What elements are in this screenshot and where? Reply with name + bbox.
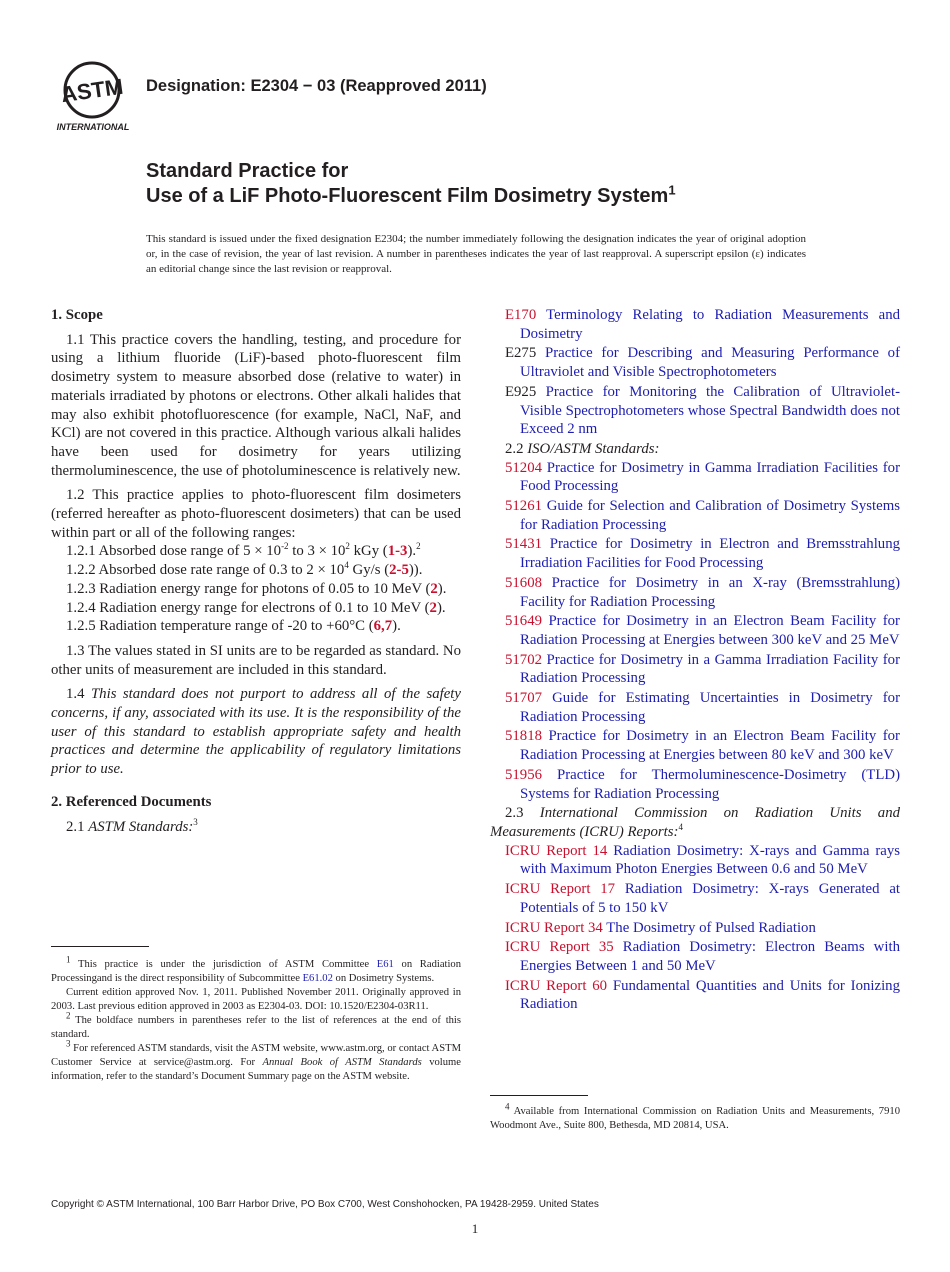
reference-entry — [490, 383, 900, 439]
reference-code[interactable]: E170 — [505, 307, 537, 323]
reference-code[interactable]: 51431 — [505, 536, 542, 553]
text: 1.2.3 Radiation energy range for photons of 0.05 to 10 MeV ( — [66, 580, 431, 597]
reference-code[interactable]: ICRU Report 35 — [505, 939, 614, 956]
iso-astm-reference-list — [490, 459, 900, 804]
footnote-mark: 3 — [193, 816, 198, 827]
para-number: 2.1 — [66, 818, 89, 835]
text: to 3 × 10 — [288, 543, 346, 560]
text: ISO/ASTM Standards: — [527, 440, 660, 457]
text: 1.2.5 Radiation temperature range of -20 to +60°C ( — [66, 618, 374, 635]
reference-entry — [490, 612, 900, 649]
reference-title-link[interactable]: Practice for Dosimetry in Electron and Bremsstrahlung Irradiation Facilities for Food Processing — [520, 536, 901, 572]
para-2-3 — [490, 804, 900, 841]
text: kGy ( — [349, 543, 388, 560]
reference-link[interactable]: 2 — [429, 599, 437, 616]
para-1-2-1 — [51, 542, 461, 561]
footnote-1 — [51, 954, 462, 986]
reference-code[interactable]: 51261 — [505, 498, 542, 515]
reference-entry — [490, 344, 900, 381]
title-line-1: Standard Practice for — [146, 160, 349, 182]
text: volume information, refer to the standard’s Document Summary page on the ASTM website. — [51, 1057, 461, 1082]
astm-logo — [52, 58, 136, 134]
reference-entry — [490, 497, 900, 534]
reference-code[interactable]: 51608 — [505, 574, 542, 591]
text: International Commission on Radiation Units and Measurements (ICRU) Reports: — [490, 805, 900, 840]
reference-entry — [490, 689, 900, 726]
text: This practice is under the jurisdiction of ASTM Committee — [70, 959, 377, 970]
title-line-2 — [146, 182, 676, 208]
reference-code[interactable]: 51818 — [505, 728, 542, 745]
text: 1.2.2 Absorbed dose rate range of 0.3 to 2 × 10 — [66, 562, 345, 579]
reference-title-link[interactable]: Practice for Dosimetry in an Electron Beam Facility for Radiation Processing at Energies between 300 keV and 25 MeV — [520, 613, 900, 648]
footnote-rule — [490, 1095, 588, 1096]
reference-title-link[interactable]: Radiation Dosimetry: X-rays and Gamma rays with Maximum Photon Energies Between 0.6 and 50 MeV — [520, 842, 901, 878]
para-2-1 — [51, 818, 461, 837]
reference-entry — [490, 651, 900, 688]
reference-entry — [490, 727, 900, 764]
reference-entry — [490, 535, 900, 572]
icru-reference-list — [490, 842, 900, 1014]
reference-title-link[interactable]: Practice for Describing and Measuring Performance of Ultraviolet and Visible Spectrophotometers — [520, 345, 901, 381]
designation: Designation: E2304 − 03 (Reapproved 2011) — [146, 77, 487, 95]
committee-link[interactable]: E61 — [376, 959, 394, 970]
reference-entry — [490, 306, 900, 343]
text: on Dosimetry Systems. — [332, 973, 435, 984]
text: For referenced ASTM standards, visit the ASTM website, www.astm.org, or contact ASTM Customer Service at service@astm.org. For — [51, 1043, 461, 1068]
text: 1.2.4 Radiation energy range for electrons of 0.1 to 10 MeV ( — [66, 599, 430, 616]
reference-title-link[interactable]: The Dosimetry of Pulsed Radiation — [606, 919, 816, 936]
reference-title-link[interactable]: Practice for Thermoluminescence-Dosimetry (TLD) Systems for Radiation Processing — [520, 766, 900, 802]
text: ). — [407, 543, 417, 560]
section-heading-scope: 1. Scope — [51, 307, 103, 323]
text: ). — [437, 580, 447, 597]
text: )). — [408, 562, 423, 579]
reference-title-link[interactable]: Radiation Dosimetry: X-rays Generated at Potentials of 5 to 150 kV — [520, 881, 900, 916]
footnote-mark: 2 — [416, 541, 421, 552]
footnotes-left — [51, 954, 462, 1084]
reference-code: E925 — [505, 383, 537, 400]
svg-text:INTERNATIONAL: INTERNATIONAL — [56, 122, 130, 132]
reference-code[interactable]: ICRU Report 14 — [505, 842, 608, 859]
para-2-2 — [490, 440, 900, 459]
reference-entry — [490, 880, 900, 917]
reference-link[interactable]: 1-3 — [387, 543, 408, 560]
para-1-4 — [51, 685, 461, 779]
reference-title-link[interactable]: Practice for Dosimetry in an Electron Beam Facility for Radiation Processing at Energies between 80 keV and 300 keV — [520, 728, 900, 764]
para-1-1: 1.1 This practice covers the handling, testing, and procedure for using a lithium fluoride (LiF)-based photo-fluorescent film dosimetry system to measure absorbed dose (relative to water) in materials irradiated by photons or electrons. Other alkali halides that may also exhibit photofluorescence (for example, NaCl, NaF, and KCl) are not covered in this practice. Although various alkali halides have been used for dosimetry for years utilizing thermoluminescence, the use of photoluminescence is relatively new. — [51, 331, 461, 479]
exponent: 2 — [345, 541, 350, 552]
right-column — [490, 306, 900, 1015]
reference-code[interactable]: 51702 — [505, 651, 542, 668]
footnotes-right — [490, 1101, 900, 1133]
reference-code[interactable]: 51956 — [505, 766, 542, 783]
footnote-mark: 2 — [66, 1010, 71, 1021]
text: ). — [392, 618, 401, 635]
exponent: -2 — [281, 541, 289, 552]
reference-entry — [490, 766, 900, 803]
text: Annual Book of ASTM Standards — [262, 1057, 422, 1068]
para-1-3: 1.3 The values stated in SI units are to be regarded as standard. No other units of measurement are included in this standard. — [51, 642, 461, 678]
preamble: This standard is issued under the fixed designation E2304; the number immediately following the designation indicates the year of original adoption or, in the case of revision, the year of last revision. A number in parentheses indicates the year of last reapproval. A superscript epsilon (ε) indicates an editorial change since the last revision or reapproval. — [146, 233, 806, 275]
para-1-2-5 — [51, 617, 461, 636]
exponent: 4 — [344, 560, 349, 571]
astm-logo-mark — [52, 58, 136, 134]
svg-text:ASTM: ASTM — [59, 73, 125, 108]
footnote-mark: 1 — [66, 954, 71, 965]
reference-title-link[interactable]: Radiation Dosimetry: Electron Beams with Energies Between 1 and 50 MeV — [520, 939, 900, 974]
footnote-mark: 4 — [678, 822, 683, 833]
footnote-mark: 3 — [66, 1038, 71, 1049]
copyright-notice: Copyright © ASTM International, 100 Barr Harbor Drive, PO Box C700, West Conshohocken, PA 19428-2959. United States — [51, 1199, 599, 1210]
title-footnote-mark: 1 — [668, 182, 676, 198]
footnote-rule — [51, 946, 149, 947]
reference-entry — [490, 574, 900, 611]
astm-reference-list — [490, 306, 900, 439]
reference-title-link[interactable]: Fundamental Quantities and Units for Ionizing Radiation — [520, 977, 900, 1013]
reference-code[interactable]: ICRU Report 17 — [505, 881, 616, 898]
text: ASTM Standards: — [88, 818, 194, 835]
reference-title-link[interactable]: Practice for Monitoring the Calibration of Ultraviolet-Visible Spectrophotometers whose Spectral Bandwidth does not Exceed 2 nm — [520, 383, 901, 438]
footnote-2 — [51, 1010, 461, 1042]
reference-link[interactable]: 2 — [430, 580, 438, 597]
text: This standard does not purport to address all of the safety concerns, if any, associated with its use. It is the responsibility of the user of this standard to establish appropriate safety and health practices and determine the applicability of regulatory limitations prior to use. — [51, 686, 461, 778]
reference-title-link[interactable]: Guide for Estimating Uncertainties in Dosimetry for Radiation Processing — [520, 690, 901, 725]
reference-title-link[interactable]: Practice for Dosimetry in a Gamma Irradiation Facility for Radiation Processing — [520, 651, 901, 687]
text: ). — [436, 599, 446, 616]
reference-title-link[interactable]: Practice for Dosimetry in Gamma Irradiation Facilities for Food Processing — [520, 459, 900, 495]
section-heading-referenced-documents: 2. Referenced Documents — [51, 793, 212, 810]
reference-entry — [490, 977, 900, 1014]
footnote-3 — [51, 1038, 461, 1084]
text: Gy/s ( — [348, 562, 390, 579]
subcommittee-link[interactable]: E61.02 — [302, 973, 333, 984]
footnote-edition: Current edition approved Nov. 1, 2011. Published November 2011. Originally approved in 2003. Last previous edition approved in 2003 as E2304-03. DOI: 10.1520/E2304-03R11. — [51, 987, 461, 1012]
text: Available from International Commission on Radiation Units and Measurements, 7910 Woodmont Ave., Suite 800, Bethesda, MD 20814, USA. — [490, 1106, 900, 1131]
reference-code[interactable]: ICRU Report 60 — [505, 977, 608, 994]
para-number: 2.3 — [505, 805, 540, 822]
reference-link[interactable]: 6,7 — [373, 618, 393, 635]
reference-code[interactable]: 51707 — [505, 690, 542, 707]
reference-link[interactable]: 2-5 — [389, 562, 409, 579]
para-1-2-4 — [51, 599, 461, 618]
footnote-mark: 4 — [505, 1101, 510, 1112]
reference-code[interactable]: 51204 — [505, 459, 542, 476]
para-number: 2.2 — [505, 440, 528, 457]
reference-entry — [490, 842, 900, 879]
text: on Radiation Processingand is the direct responsibility of Subcommittee — [51, 959, 462, 984]
reference-code[interactable]: ICRU Report 34 — [505, 919, 603, 936]
para-number: 1.4 — [66, 686, 91, 703]
title-text: Use of a LiF Photo-Fluorescent Film Dosimetry System — [146, 185, 669, 207]
text: 1.2.1 Absorbed dose range of 5 × 10 — [66, 543, 282, 560]
reference-code: E275 — [505, 345, 537, 362]
text: The boldface numbers in parentheses refer to the list of references at the end of this standard. — [51, 1015, 461, 1040]
reference-title-link[interactable]: Terminology Relating to Radiation Measurements and Dosimetry — [520, 307, 900, 342]
page-number: 1 — [471, 1221, 479, 1236]
reference-title-link[interactable]: Practice for Dosimetry in an X-ray (Bremsstrahlung) Facility for Radiation Processing — [520, 574, 901, 610]
para-1-2-2 — [51, 561, 461, 580]
left-column — [51, 306, 461, 836]
reference-title-link[interactable]: Guide for Selection and Calibration of Dosimetry Systems for Radiation Processing — [520, 498, 900, 533]
reference-code[interactable]: 51649 — [505, 613, 542, 630]
reference-entry — [490, 919, 900, 938]
para-1-2-3 — [51, 580, 461, 599]
reference-entry — [490, 459, 900, 496]
footnote-4 — [490, 1101, 900, 1133]
reference-entry — [490, 938, 900, 975]
para-1-2: 1.2 This practice applies to photo-fluorescent film dosimeters (referred hereafter as photo-fluorescent dosimeters) that can be used within part or all of the following ranges: — [51, 487, 461, 541]
